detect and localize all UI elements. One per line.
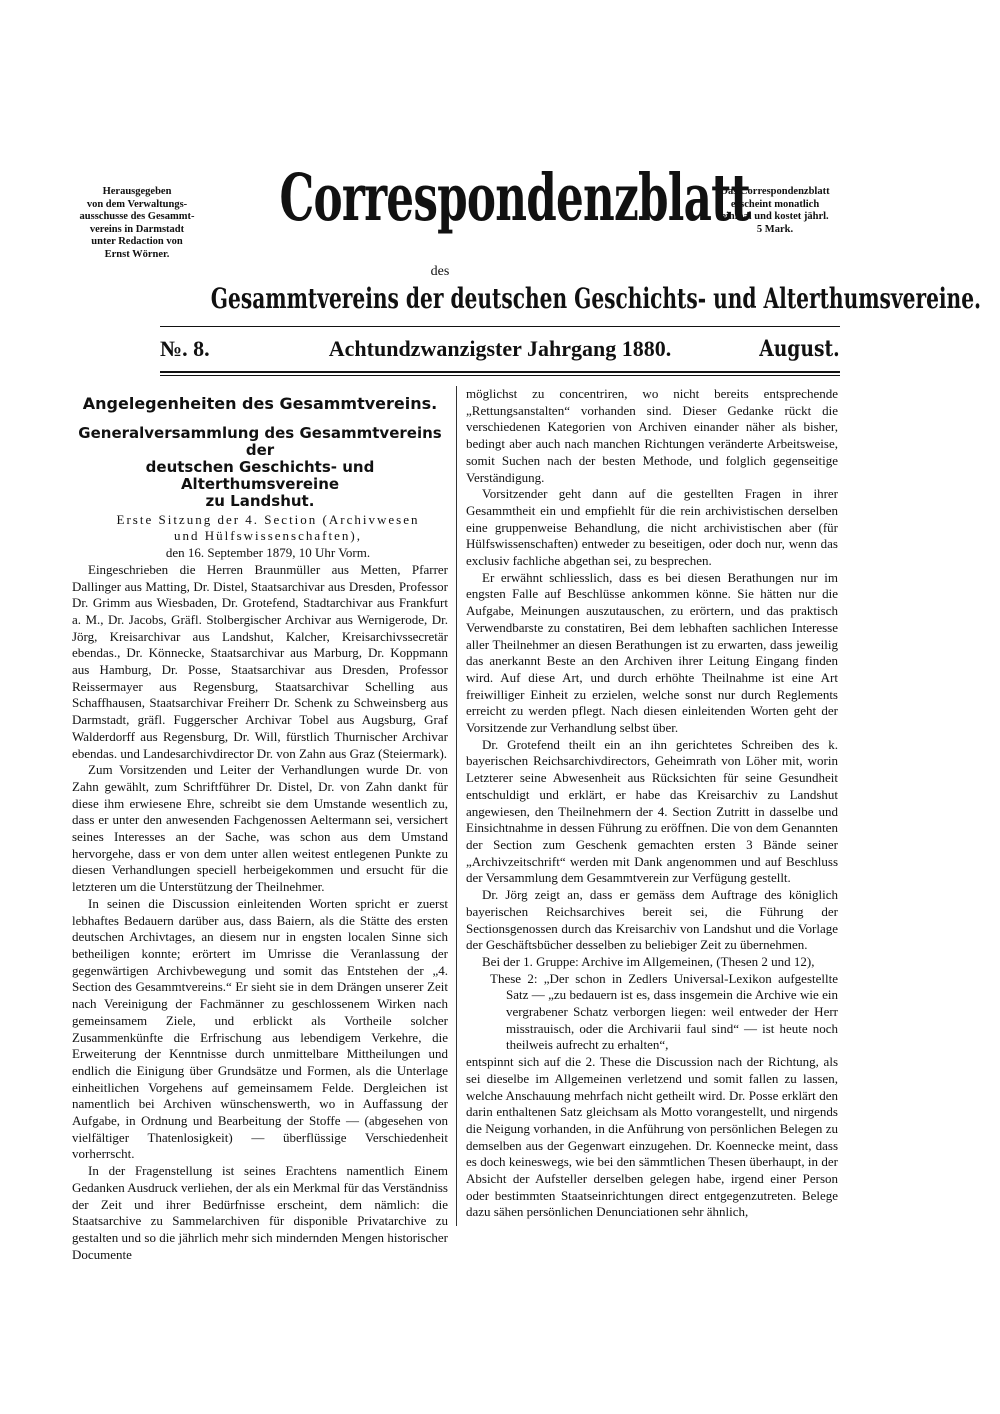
article-title-line: deutschen Geschichts- und Alterthumsvereine	[145, 457, 375, 493]
publisher-note-line: Herausgegeben	[102, 186, 172, 197]
subscription-note-line: erscheint monatlich	[730, 198, 820, 210]
rule-top	[160, 326, 840, 327]
masthead-des: des	[430, 264, 450, 279]
publisher-note-line: vereins in Darmstadt	[89, 223, 185, 235]
subscription-note	[700, 186, 850, 236]
paragraph: Zum Vorsitzenden und Leiter der Verhandlungen wurde Dr. von Zahn gewählt, zum Schriftführer Dr. Distel, Dr. von Zahn dankt für diese ihm erwiesene Ehre, schreibt sie dem Umstande wesentlich zu, dass er unter den anwesenden Fachgenossen Aeltermann sei, versichert seines Interesses an der Sache, was schon aus dem Umstand hervorgehe, dass er von dem unter allen weitest entlegenen Punkte zu diesen Verhandlungen speciell herbeigekommen und ersucht für die letzteren um die Unterstützung der Theilnehmer.	[72, 762, 448, 895]
masthead-title: Correspondenzblatt	[279, 160, 750, 236]
publisher-note-line: ausschusse des Gesammt-	[79, 211, 195, 222]
paragraph: Bei der 1. Gruppe: Archive im Allgemeinen, (Thesen 2 und 12),	[482, 953, 815, 969]
paragraph: Dr. Grotefend theilt ein an ihn gerichtetes Schreiben des k. bayerischen Reichsarchivdirectors, Geheimrath von Löher mit, worin Letzterer seine Abwesenheit aus Rücksichten für seine Gesundheit entschuldigt und erklärt, er habe das Kreisarchiv zu Landshut angewiesen, den Theilnehmern der 4. Section Zutritt in dasselbe und Einsichtnahme in dessen Führung zu eröffnen. Die von dem Genannten der Section zum Geschenk gemachten ersten 3 Bände seiner „Archivzeitschrift“ werden mit Dank angenommen und auf Beschluss der Versammlung dem Gesammtverein zur Verfügung gestellt.	[466, 736, 838, 886]
right-column	[466, 386, 838, 1221]
section-heading: Angelegenheiten des Gesammtvereins.	[82, 394, 438, 413]
paragraph: möglichst zu concentriren, wo nicht bereits entsprechende „Rettungsanstalten“ vorhanden sind. Dieser Gedanke rückt die verschiedenen Kategorien von Archiven einander näher als bisher, bedingt aber auch nach manchen Richtungen veränderte Arbeitsweise, somit Suchen nach der besten Methode, und folglich gegenseitige Verständigung.	[466, 386, 838, 485]
issue-number: №. 8.	[160, 336, 210, 361]
publisher-note	[62, 186, 212, 261]
paragraph: Eingeschrieben die Herren Braunmüller aus Metten, Pfarrer Dallinger aus Matting, Dr. Distel, Staatsarchivar aus Dresden, Professor Dr. Grimm aus Wiesbaden, Dr. Grotefend, Stadtarchivar aus Frankfurt a. M., Dr. Jacobs, Gräfl. Stolbergischer Archivar aus Wernigerode, Dr. Jörg, Kreisarchivar aus Landshut, Kalcher, Kreisarchivssecretär ebendas., Dr. Könnecke, Staatsarchivar aus Marburg, Dr. Koppmann aus Hamburg, Dr. Posse, Staatsarchivar aus Dresden, Professor Reissermayer aus Regensburg, Staatsarchivar Schelling aus Schaffhausen, Staatsarchivar Freiherr Dr. Schenk zu Schweinsberg aus Darmstadt, gräfl. Fuggerscher Archivar Tobel aus Augsburg, Graf Walderdorff aus Regensburg, Dr. Will, fürstlich Thurnischer Archivar ebendas. und Landesarchivdirector Dr. von Zahn aus Graz (Steiermark).	[72, 561, 448, 761]
session-date: den 16. September 1879, 10 Uhr Vorm.	[165, 545, 371, 561]
publisher-note-line: von dem Verwaltungs-	[86, 198, 188, 210]
session-line: und Hülfswissenschaften),	[174, 528, 362, 544]
paragraph: In der Fragenstellung ist seines Erachtens namentlich Einem Gedanken Ausdruck verliehen, der als ein Merkmal für das Verständniss der Zeit und ihrer Bedürfnisse erscheint, dem nämlich: die Staatsarchive zu Sammelarchiven für disponible Privatarchive zu gestalten und so die jährlich mehr sich mindernden Mengen historischer Documente	[72, 1163, 448, 1262]
volume-line: Achtundzwanzigster Jahrgang 1880.	[328, 336, 672, 361]
issue-row	[160, 336, 840, 366]
session-line: Erste Sitzung der 4. Section (Archivwesen	[116, 511, 420, 527]
paragraph: Vorsitzender geht dann auf die gestellten Fragen in ihrer Gesammtheit ein und empfiehlt für die rein archivistischen derselben eine gruppenweise Behandlung, die nicht archivistischen aber (für Hülfswissenschaften) entweder zu beseitigen, oder doch nur, wenn das exclusiv fachliche abgethan sei, zu besprechen.	[466, 486, 838, 569]
masthead-subtitle: Gesammtvereins der deutschen Geschichts- und Alterthumsvereine.	[210, 282, 982, 315]
publisher-note-line: Ernst Wörner.	[104, 248, 170, 260]
issue-month: August.	[759, 336, 840, 362]
column-divider	[456, 386, 457, 1226]
article-title-line: zu Landshut.	[205, 491, 315, 510]
thesis-quote: These 2: „Der schon in Zedlers Universal-Lexikon aufgestellte Satz — „zu bedauern ist es, dass insgemein die Archive wie ein vergrabener Schatz verborgen liegen: weil entweder der Herr misstrauisch, oder die Archivarii faul sind“ — ist heute noch theilweis aufrecht zu erhalten“,	[490, 970, 838, 1053]
paragraph: entspinnt sich auf die 2. These die Discussion nach der Richtung, als sei dieselbe im Allgemeinen verletzend und somit fallen zu lassen, welche Anschauung mehrfach nicht getheilt wird. Dr. Posse erklärt den darin enthaltenen Satz gleichsam als Motto vorangestellt, und nirgends die Neigung vorhanden, in die Anführung von persönlichen Belegen zu demselben aus der Gegenwart einzugehen. Dr. Koennecke meint, dass es doch keineswegs, wie bei den sämmtlichen Thesen überhaupt, in der Absicht der Aufsteller derselben gelegen habe, irgend einer Person oder bestimmten Staatseinrichtungen direct entgegenzutreten. Belege dazu sähen persönlichen Denunciationen sehr ähnlich,	[466, 1054, 838, 1220]
publisher-note-line: unter Redaction von	[91, 236, 183, 247]
article-title-line: Generalversammlung des Gesammtvereins der	[78, 423, 442, 459]
rule-bottom-thick	[160, 371, 840, 373]
paragraph: Er erwähnt schliesslich, dass es bei diesen Berathungen nur im engsten Falle auf Beschlüsse ankommen könne. Sie hätten nur die Aufgabe, Meinungen auszutauschen, zu erörtern, und das praktisch Verwendbarste zu constatiren, Bei dem lebhaften sachlichen Interesse aller Theilnehmer an diesen Berathungen ist zu erwarten, dass jeweilig das anerkannt Beste an den Archiven ihrer Leitung Eingang finden wird. Auf diese Art, und durch erhöhte Theilnahme ist eine Art freiwilliger Einheit zu erzielen, welche sonst nur durch Reglements erreicht zu werden pflegt. Nach diesen einleitenden Worten geht der Vorsitzende zur Verhandlung selbst über.	[466, 569, 838, 736]
article-title	[72, 425, 448, 510]
rule-bottom-thin	[160, 375, 840, 376]
left-column	[72, 386, 448, 1263]
paragraph: Dr. Jörg zeigt an, dass er gemäss dem Auftrage des königlich bayerischen Reichsarchives bereit sei, die Führung der Sectionsgenossen durch das Kreisarchiv von Landshut und die Vorlage der Geschäftsbücher desselben zu beliebiger Zeit zu übernehmen.	[466, 887, 838, 953]
subscription-note-line: einmal und kostet jährl.	[721, 211, 829, 222]
subscription-note-line: 5 Mark.	[756, 223, 794, 235]
subscription-note-line: Das Correspondenzblatt	[720, 186, 830, 197]
paragraph: In seinen die Discussion einleitenden Worten spricht er zuerst lebhaftes Bedauern darüber aus, dass Baiern, als die Stätte des ersten deutschen Archivtages, an diesem nur in engsten localen Sinne sich betheiligen konnte; erörtert im Umrisse die Veranlassung der gegenwärtigen Archivbewegung und somit das Entstehen der „4. Section des Gesammtvereins.“ Er sieht sie in dem Drängen unserer Zeit nach Vereinigung der Fachmänner zu geschlossenem Wirken nach gemeinsamem Ziele, und erblickt als Vortheile solcher Zusammenkünfte die Erfrischung aus lebendigem Verkehre, die Erweiterung der Kenntnisse durch unmittelbare Mittheilungen und endlich die Einigung über Grundsätze und Formen, als die Unterlage einheitlichen Vorgehens auf gemeinsamem Felde. Dergleichen ist namentlich bei Archiven wünschenswerth, wo in Auffassung der Aufgabe, in Ordnung und Bearbeitung der Stoffe — (abgesehen von vielfältiger Thatenlosigkeit) — überflüssige Verschiedenheit vorherrscht.	[72, 895, 448, 1162]
